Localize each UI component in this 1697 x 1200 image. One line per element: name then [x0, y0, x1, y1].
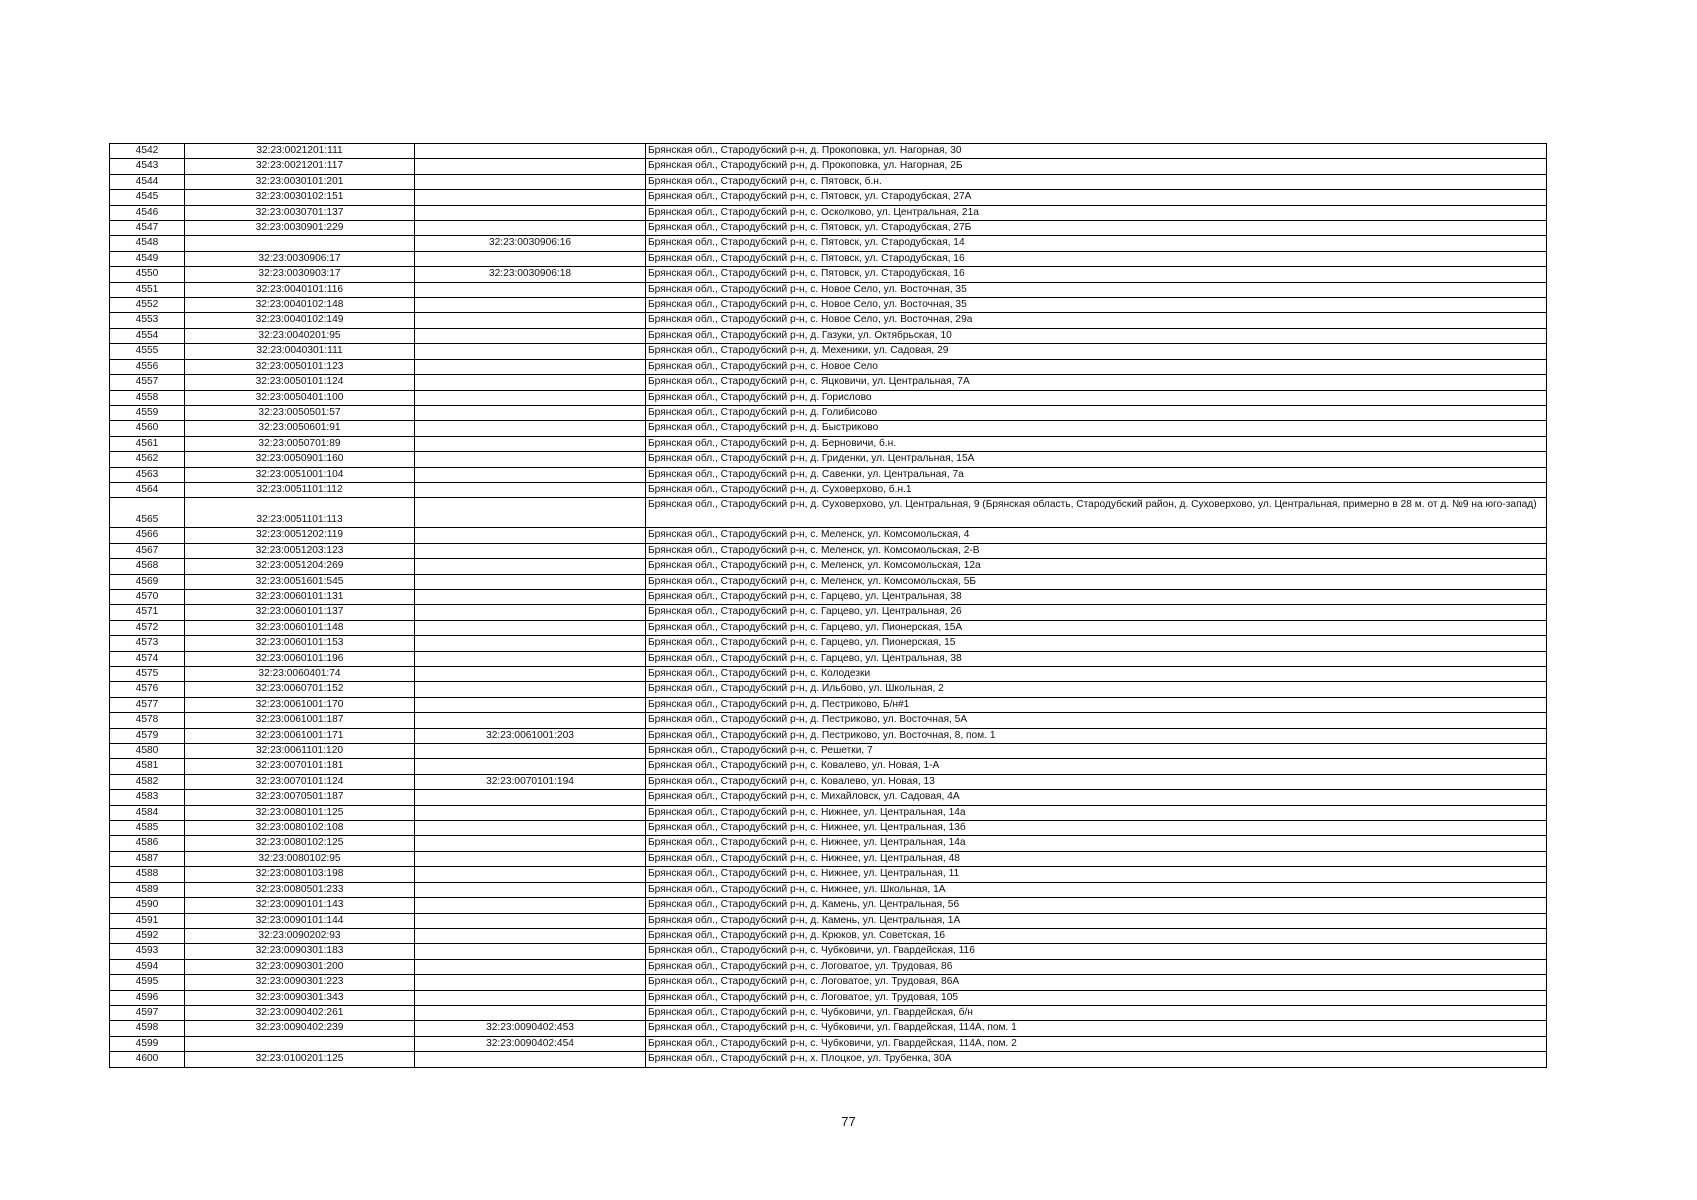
table-row	[110, 851, 1547, 866]
related-cadastral-number-cell	[415, 221, 646, 236]
row-number-cell: 4555	[110, 344, 185, 359]
register-table	[109, 143, 1547, 1068]
table-row	[110, 713, 1547, 728]
table-row	[110, 898, 1547, 913]
address-cell: Брянская обл., Стародубский р-н, с. Гарцево, ул. Центральная, 26	[646, 605, 1547, 620]
table-row	[110, 375, 1547, 390]
table-row	[110, 221, 1547, 236]
related-cadastral-number-cell	[415, 744, 646, 759]
related-cadastral-number-cell	[415, 697, 646, 712]
row-number-cell: 4581	[110, 759, 185, 774]
address-cell: Брянская обл., Стародубский р-н, с. Ковалево, ул. Новая, 13	[646, 774, 1547, 789]
cadastral-number-cell: 32:23:0060101:137	[185, 605, 415, 620]
row-number-cell: 4563	[110, 467, 185, 482]
table-row	[110, 1036, 1547, 1051]
related-cadastral-number-cell	[415, 682, 646, 697]
row-number-cell: 4573	[110, 636, 185, 651]
related-cadastral-number-cell	[415, 713, 646, 728]
cadastral-number-cell: 32:23:0090101:144	[185, 913, 415, 928]
row-number-cell: 4591	[110, 913, 185, 928]
cadastral-number-cell: 32:23:0090202:93	[185, 928, 415, 943]
related-cadastral-number-cell	[415, 375, 646, 390]
related-cadastral-number-cell	[415, 821, 646, 836]
address-cell: Брянская обл., Стародубский р-н, д. Прокоповка, ул. Нагорная, 30	[646, 144, 1547, 159]
address-cell: Брянская обл., Стародубский р-н, с. Нижнее, ул. Центральная, 14а	[646, 805, 1547, 820]
table-row	[110, 174, 1547, 189]
address-cell: Брянская обл., Стародубский р-н, д. Савенки, ул. Центральная, 7а	[646, 467, 1547, 482]
row-number-cell: 4597	[110, 1005, 185, 1020]
row-number-cell: 4558	[110, 390, 185, 405]
address-cell: Брянская обл., Стародубский р-н, с. Пятовск, ул. Стародубская, 14	[646, 236, 1547, 251]
cadastral-number-cell: 32:23:0040201:95	[185, 328, 415, 343]
address-cell: Брянская обл., Стародубский р-н, д. Горислово	[646, 390, 1547, 405]
related-cadastral-number-cell	[415, 467, 646, 482]
address-cell: Брянская обл., Стародубский р-н, с. Чубковичи, ул. Гвардейская, б/н	[646, 1005, 1547, 1020]
cadastral-number-cell: 32:23:0040101:116	[185, 282, 415, 297]
row-number-cell: 4568	[110, 559, 185, 574]
address-cell: Брянская обл., Стародубский р-н, с. Чубковичи, ул. Гвардейская, 114А, пом. 2	[646, 1036, 1547, 1051]
cadastral-number-cell: 32:23:0030901:229	[185, 221, 415, 236]
address-cell: Брянская обл., Стародубский р-н, с. Пятовск, ул. Стародубская, 16	[646, 251, 1547, 266]
table-row	[110, 282, 1547, 297]
cadastral-number-cell	[185, 1036, 415, 1051]
related-cadastral-number-cell: 32:23:0030906:18	[415, 267, 646, 282]
related-cadastral-number-cell	[415, 589, 646, 604]
related-cadastral-number-cell	[415, 344, 646, 359]
table-row	[110, 913, 1547, 928]
address-cell: Брянская обл., Стародубский р-н, с. Пятовск, ул. Стародубская, 27Б	[646, 221, 1547, 236]
cadastral-number-cell: 32:23:0060101:153	[185, 636, 415, 651]
table-row	[110, 589, 1547, 604]
related-cadastral-number-cell	[415, 359, 646, 374]
related-cadastral-number-cell	[415, 944, 646, 959]
related-cadastral-number-cell	[415, 543, 646, 558]
related-cadastral-number-cell	[415, 328, 646, 343]
cadastral-number-cell: 32:23:0061001:187	[185, 713, 415, 728]
cadastral-number-cell: 32:23:0090301:183	[185, 944, 415, 959]
related-cadastral-number-cell	[415, 636, 646, 651]
table-row	[110, 205, 1547, 220]
address-cell: Брянская обл., Стародубский р-н, д. Газуки, ул. Октябрьская, 10	[646, 328, 1547, 343]
table-row	[110, 959, 1547, 974]
cadastral-number-cell: 32:23:0070101:124	[185, 774, 415, 789]
address-cell: Брянская обл., Стародубский р-н, д. Пестриково, ул. Восточная, 8, пом. 1	[646, 728, 1547, 743]
row-number-cell: 4580	[110, 744, 185, 759]
cadastral-number-cell: 32:23:0050601:91	[185, 421, 415, 436]
cadastral-number-cell: 32:23:0051203:123	[185, 543, 415, 558]
related-cadastral-number-cell	[415, 482, 646, 497]
row-number-cell: 4587	[110, 851, 185, 866]
related-cadastral-number-cell	[415, 282, 646, 297]
address-cell: Брянская обл., Стародубский р-н, с. Меленск, ул. Комсомольская, 5Б	[646, 574, 1547, 589]
related-cadastral-number-cell	[415, 313, 646, 328]
row-number-cell: 4542	[110, 144, 185, 159]
row-number-cell: 4577	[110, 697, 185, 712]
row-number-cell: 4584	[110, 805, 185, 820]
table-row	[110, 990, 1547, 1005]
related-cadastral-number-cell	[415, 975, 646, 990]
cadastral-number-cell: 32:23:0080101:125	[185, 805, 415, 820]
row-number-cell: 4598	[110, 1021, 185, 1036]
related-cadastral-number-cell	[415, 1052, 646, 1067]
table-row	[110, 790, 1547, 805]
address-cell: Брянская обл., Стародубский р-н, д. Пестриково, Б/н#1	[646, 697, 1547, 712]
cadastral-number-cell: 32:23:0030906:17	[185, 251, 415, 266]
row-number-cell: 4564	[110, 482, 185, 497]
table-row	[110, 697, 1547, 712]
row-number-cell: 4593	[110, 944, 185, 959]
related-cadastral-number-cell	[415, 867, 646, 882]
row-number-cell: 4589	[110, 882, 185, 897]
address-cell: Брянская обл., Стародубский р-н, с. Чубковичи, ул. Гвардейская, 114А, пом. 1	[646, 1021, 1547, 1036]
table-row	[110, 682, 1547, 697]
address-cell: Брянская обл., Стародубский р-н, с. Новое Село, ул. Восточная, 35	[646, 298, 1547, 313]
row-number-cell: 4586	[110, 836, 185, 851]
cadastral-number-cell: 32:23:0080102:108	[185, 821, 415, 836]
address-cell: Брянская обл., Стародубский р-н, д. Голибисово	[646, 405, 1547, 420]
address-cell: Брянская обл., Стародубский р-н, с. Чубковичи, ул. Гвардейская, 116	[646, 944, 1547, 959]
cadastral-number-cell: 32:23:0030102:151	[185, 190, 415, 205]
table-row	[110, 190, 1547, 205]
address-cell: Брянская обл., Стародубский р-н, с. Меленск, ул. Комсомольская, 4	[646, 528, 1547, 543]
table-row	[110, 651, 1547, 666]
related-cadastral-number-cell	[415, 805, 646, 820]
table-row	[110, 1052, 1547, 1067]
related-cadastral-number-cell	[415, 790, 646, 805]
row-number-cell: 4567	[110, 543, 185, 558]
row-number-cell: 4582	[110, 774, 185, 789]
address-cell: Брянская обл., Стародубский р-н, с. Нижнее, ул. Школьная, 1А	[646, 882, 1547, 897]
cadastral-number-cell: 32:23:0070501:187	[185, 790, 415, 805]
table-row	[110, 328, 1547, 343]
cadastral-number-cell: 32:23:0070101:181	[185, 759, 415, 774]
table-row	[110, 882, 1547, 897]
address-cell: Брянская обл., Стародубский р-н, с. Нижнее, ул. Центральная, 14а	[646, 836, 1547, 851]
address-cell: Брянская обл., Стародубский р-н, с. Михайловск, ул. Садовая, 4А	[646, 790, 1547, 805]
register-table-body	[110, 144, 1547, 1068]
row-number-cell: 4554	[110, 328, 185, 343]
cadastral-number-cell: 32:23:0061101:120	[185, 744, 415, 759]
address-cell: Брянская обл., Стародубский р-н, д. Быстриково	[646, 421, 1547, 436]
address-cell: Брянская обл., Стародубский р-н, с. Меленск, ул. Комсомольская, 12а	[646, 559, 1547, 574]
address-cell: Брянская обл., Стародубский р-н, д. Гриденки, ул. Центральная, 15А	[646, 452, 1547, 467]
address-cell: Брянская обл., Стародубский р-н, с. Колодезки	[646, 667, 1547, 682]
cadastral-number-cell: 32:23:0051101:113	[185, 498, 415, 528]
cadastral-number-cell: 32:23:0051001:104	[185, 467, 415, 482]
table-row	[110, 1021, 1547, 1036]
row-number-cell: 4576	[110, 682, 185, 697]
cadastral-number-cell: 32:23:0060101:148	[185, 620, 415, 635]
table-row	[110, 528, 1547, 543]
address-cell: Брянская обл., Стародубский р-н, с. Пятовск, ул. Стародубская, 27А	[646, 190, 1547, 205]
row-number-cell: 4557	[110, 375, 185, 390]
row-number-cell: 4550	[110, 267, 185, 282]
related-cadastral-number-cell	[415, 605, 646, 620]
address-cell: Брянская обл., Стародубский р-н, с. Новое Село, ул. Восточная, 35	[646, 282, 1547, 297]
related-cadastral-number-cell: 32:23:0061001:203	[415, 728, 646, 743]
table-row	[110, 298, 1547, 313]
related-cadastral-number-cell	[415, 882, 646, 897]
cadastral-number-cell: 32:23:0090101:143	[185, 898, 415, 913]
address-cell: Брянская обл., Стародубский р-н, с. Гарцево, ул. Центральная, 38	[646, 589, 1547, 604]
cadastral-number-cell: 32:23:0080102:125	[185, 836, 415, 851]
table-row	[110, 359, 1547, 374]
table-row	[110, 574, 1547, 589]
table-row	[110, 636, 1547, 651]
row-number-cell: 4594	[110, 959, 185, 974]
row-number-cell: 4595	[110, 975, 185, 990]
related-cadastral-number-cell	[415, 174, 646, 189]
table-row	[110, 144, 1547, 159]
cadastral-number-cell: 32:23:0050101:123	[185, 359, 415, 374]
address-cell: Брянская обл., Стародубский р-н, х. Плоцкое, ул. Трубенка, 30А	[646, 1052, 1547, 1067]
table-row	[110, 605, 1547, 620]
related-cadastral-number-cell	[415, 667, 646, 682]
address-cell: Брянская обл., Стародубский р-н, с. Яцковичи, ул. Центральная, 7А	[646, 375, 1547, 390]
table-row	[110, 236, 1547, 251]
cadastral-number-cell: 32:23:0050101:124	[185, 375, 415, 390]
cadastral-number-cell: 32:23:0051601:545	[185, 574, 415, 589]
table-row	[110, 805, 1547, 820]
row-number-cell: 4560	[110, 421, 185, 436]
cadastral-number-cell: 32:23:0040102:149	[185, 313, 415, 328]
table-row	[110, 251, 1547, 266]
address-cell: Брянская обл., Стародубский р-н, с. Решетки, 7	[646, 744, 1547, 759]
row-number-cell: 4579	[110, 728, 185, 743]
table-row	[110, 620, 1547, 635]
table-row	[110, 421, 1547, 436]
cadastral-number-cell: 32:23:0080102:95	[185, 851, 415, 866]
row-number-cell: 4590	[110, 898, 185, 913]
table-row	[110, 821, 1547, 836]
related-cadastral-number-cell	[415, 620, 646, 635]
row-number-cell: 4566	[110, 528, 185, 543]
address-cell: Брянская обл., Стародубский р-н, д. Прокоповка, ул. Нагорная, 2Б	[646, 159, 1547, 174]
related-cadastral-number-cell	[415, 990, 646, 1005]
related-cadastral-number-cell	[415, 528, 646, 543]
row-number-cell: 4600	[110, 1052, 185, 1067]
cadastral-number-cell: 32:23:0051101:112	[185, 482, 415, 497]
related-cadastral-number-cell	[415, 651, 646, 666]
related-cadastral-number-cell: 32:23:0090402:454	[415, 1036, 646, 1051]
cadastral-number-cell: 32:23:0040102:148	[185, 298, 415, 313]
address-cell: Брянская обл., Стародубский р-н, с. Ковалево, ул. Новая, 1-А	[646, 759, 1547, 774]
row-number-cell: 4551	[110, 282, 185, 297]
table-row	[110, 728, 1547, 743]
table-row	[110, 759, 1547, 774]
related-cadastral-number-cell	[415, 436, 646, 451]
address-cell: Брянская обл., Стародубский р-н, с. Новое Село	[646, 359, 1547, 374]
related-cadastral-number-cell	[415, 205, 646, 220]
address-cell: Брянская обл., Стародубский р-н, с. Осколково, ул. Центральная, 21а	[646, 205, 1547, 220]
address-cell: Брянская обл., Стародубский р-н, д. Мехеники, ул. Садовая, 29	[646, 344, 1547, 359]
table-row	[110, 482, 1547, 497]
row-number-cell: 4578	[110, 713, 185, 728]
row-number-cell: 4552	[110, 298, 185, 313]
cadastral-number-cell: 32:23:0100201:125	[185, 1052, 415, 1067]
table-row	[110, 390, 1547, 405]
address-cell: Брянская обл., Стародубский р-н, с. Гарцево, ул. Центральная, 38	[646, 651, 1547, 666]
related-cadastral-number-cell	[415, 298, 646, 313]
table-row	[110, 543, 1547, 558]
row-number-cell: 4549	[110, 251, 185, 266]
table-row	[110, 744, 1547, 759]
cadastral-number-cell: 32:23:0050501:57	[185, 405, 415, 420]
address-cell: Брянская обл., Стародубский р-н, с. Гарцево, ул. Пионерская, 15	[646, 636, 1547, 651]
cadastral-number-cell: 32:23:0061001:170	[185, 697, 415, 712]
table-row	[110, 836, 1547, 851]
address-cell: Брянская обл., Стародубский р-н, д. Суховерхово, ул. Центральная, 9 (Брянская область, Стародубский район, д. Суховерхово, ул. Центральная, примерно в 28 м. от д. №9 на юго-запад)	[646, 498, 1547, 528]
row-number-cell: 4546	[110, 205, 185, 220]
related-cadastral-number-cell	[415, 913, 646, 928]
address-cell: Брянская обл., Стародубский р-н, д. Камень, ул. Центральная, 1А	[646, 913, 1547, 928]
row-number-cell: 4565	[110, 498, 185, 528]
cadastral-number-cell: 32:23:0051202:119	[185, 528, 415, 543]
table-row	[110, 467, 1547, 482]
cadastral-number-cell: 32:23:0090301:200	[185, 959, 415, 974]
row-number-cell: 4574	[110, 651, 185, 666]
table-row	[110, 928, 1547, 943]
related-cadastral-number-cell	[415, 836, 646, 851]
row-number-cell: 4585	[110, 821, 185, 836]
row-number-cell: 4556	[110, 359, 185, 374]
address-cell: Брянская обл., Стародубский р-н, с. Гарцево, ул. Пионерская, 15А	[646, 620, 1547, 635]
address-cell: Брянская обл., Стародубский р-н, с. Логоватое, ул. Трудовая, 105	[646, 990, 1547, 1005]
row-number-cell: 4545	[110, 190, 185, 205]
related-cadastral-number-cell: 32:23:0070101:194	[415, 774, 646, 789]
table-row	[110, 344, 1547, 359]
row-number-cell: 4588	[110, 867, 185, 882]
cadastral-number-cell	[185, 236, 415, 251]
cadastral-number-cell: 32:23:0040301:111	[185, 344, 415, 359]
table-row	[110, 313, 1547, 328]
table-row	[110, 944, 1547, 959]
cadastral-number-cell: 32:23:0060101:131	[185, 589, 415, 604]
address-cell: Брянская обл., Стародубский р-н, с. Нижнее, ул. Центральная, 13б	[646, 821, 1547, 836]
cadastral-number-cell: 32:23:0030701:137	[185, 205, 415, 220]
related-cadastral-number-cell	[415, 1005, 646, 1020]
cadastral-number-cell: 32:23:0050701:89	[185, 436, 415, 451]
cadastral-number-cell: 32:23:0090402:261	[185, 1005, 415, 1020]
address-cell: Брянская обл., Стародубский р-н, д. Ильбово, ул. Школьная, 2	[646, 682, 1547, 697]
table-row	[110, 405, 1547, 420]
cadastral-number-cell: 32:23:0090301:223	[185, 975, 415, 990]
row-number-cell: 4547	[110, 221, 185, 236]
cadastral-number-cell: 32:23:0080103:198	[185, 867, 415, 882]
table-row	[110, 774, 1547, 789]
address-cell: Брянская обл., Стародубский р-н, с. Нижнее, ул. Центральная, 11	[646, 867, 1547, 882]
row-number-cell: 4596	[110, 990, 185, 1005]
address-cell: Брянская обл., Стародубский р-н, с. Пятовск, б.н.	[646, 174, 1547, 189]
address-cell: Брянская обл., Стародубский р-н, д. Камень, ул. Центральная, 56	[646, 898, 1547, 913]
address-cell: Брянская обл., Стародубский р-н, д. Крюков, ул. Советская, 16	[646, 928, 1547, 943]
address-cell: Брянская обл., Стародубский р-н, д. Берновичи, б.н.	[646, 436, 1547, 451]
address-cell: Брянская обл., Стародубский р-н, с. Логоватое, ул. Трудовая, 86	[646, 959, 1547, 974]
table-row	[110, 159, 1547, 174]
cadastral-number-cell: 32:23:0060701:152	[185, 682, 415, 697]
related-cadastral-number-cell	[415, 421, 646, 436]
related-cadastral-number-cell: 32:23:0090402:453	[415, 1021, 646, 1036]
row-number-cell: 4548	[110, 236, 185, 251]
address-cell: Брянская обл., Стародубский р-н, с. Логоватое, ул. Трудовая, 86А	[646, 975, 1547, 990]
address-cell: Брянская обл., Стародубский р-н, с. Меленск, ул. Комсомольская, 2-В	[646, 543, 1547, 558]
cadastral-number-cell: 32:23:0060101:196	[185, 651, 415, 666]
row-number-cell: 4569	[110, 574, 185, 589]
related-cadastral-number-cell	[415, 251, 646, 266]
table-row	[110, 867, 1547, 882]
address-cell: Брянская обл., Стародубский р-н, с. Пятовск, ул. Стародубская, 16	[646, 267, 1547, 282]
related-cadastral-number-cell: 32:23:0030906:16	[415, 236, 646, 251]
cadastral-number-cell: 32:23:0090301:343	[185, 990, 415, 1005]
table-row	[110, 559, 1547, 574]
address-cell: Брянская обл., Стародубский р-н, с. Нижнее, ул. Центральная, 48	[646, 851, 1547, 866]
address-cell: Брянская обл., Стародубский р-н, д. Пестриково, ул. Восточная, 5А	[646, 713, 1547, 728]
address-cell: Брянская обл., Стародубский р-н, с. Новое Село, ул. Восточная, 29а	[646, 313, 1547, 328]
cadastral-number-cell: 32:23:0080501:233	[185, 882, 415, 897]
row-number-cell: 4543	[110, 159, 185, 174]
related-cadastral-number-cell	[415, 574, 646, 589]
row-number-cell: 4570	[110, 589, 185, 604]
cadastral-number-cell: 32:23:0060401:74	[185, 667, 415, 682]
table-row	[110, 975, 1547, 990]
related-cadastral-number-cell	[415, 144, 646, 159]
row-number-cell: 4575	[110, 667, 185, 682]
row-number-cell: 4599	[110, 1036, 185, 1051]
row-number-cell: 4559	[110, 405, 185, 420]
cadastral-number-cell: 32:23:0061001:171	[185, 728, 415, 743]
cadastral-number-cell: 32:23:0021201:111	[185, 144, 415, 159]
related-cadastral-number-cell	[415, 898, 646, 913]
row-number-cell: 4583	[110, 790, 185, 805]
cadastral-number-cell: 32:23:0050901:160	[185, 452, 415, 467]
row-number-cell: 4562	[110, 452, 185, 467]
table-row	[110, 267, 1547, 282]
cadastral-number-cell: 32:23:0051204:269	[185, 559, 415, 574]
row-number-cell: 4544	[110, 174, 185, 189]
related-cadastral-number-cell	[415, 851, 646, 866]
related-cadastral-number-cell	[415, 559, 646, 574]
related-cadastral-number-cell	[415, 405, 646, 420]
table-row	[110, 436, 1547, 451]
related-cadastral-number-cell	[415, 190, 646, 205]
related-cadastral-number-cell	[415, 390, 646, 405]
cadastral-number-cell: 32:23:0050401:100	[185, 390, 415, 405]
table-row	[110, 452, 1547, 467]
table-row	[110, 667, 1547, 682]
related-cadastral-number-cell	[415, 959, 646, 974]
cadastral-number-cell: 32:23:0030101:201	[185, 174, 415, 189]
address-cell: Брянская обл., Стародубский р-н, д. Суховерхово, б.н.1	[646, 482, 1547, 497]
page-number: 77	[841, 1114, 856, 1129]
related-cadastral-number-cell	[415, 928, 646, 943]
related-cadastral-number-cell	[415, 498, 646, 528]
cadastral-number-cell: 32:23:0030903:17	[185, 267, 415, 282]
cadastral-number-cell: 32:23:0021201:117	[185, 159, 415, 174]
table-row	[110, 498, 1547, 528]
row-number-cell: 4553	[110, 313, 185, 328]
row-number-cell: 4592	[110, 928, 185, 943]
related-cadastral-number-cell	[415, 159, 646, 174]
cadastral-number-cell: 32:23:0090402:239	[185, 1021, 415, 1036]
related-cadastral-number-cell	[415, 759, 646, 774]
row-number-cell: 4571	[110, 605, 185, 620]
related-cadastral-number-cell	[415, 452, 646, 467]
table-row	[110, 1005, 1547, 1020]
row-number-cell: 4572	[110, 620, 185, 635]
row-number-cell: 4561	[110, 436, 185, 451]
